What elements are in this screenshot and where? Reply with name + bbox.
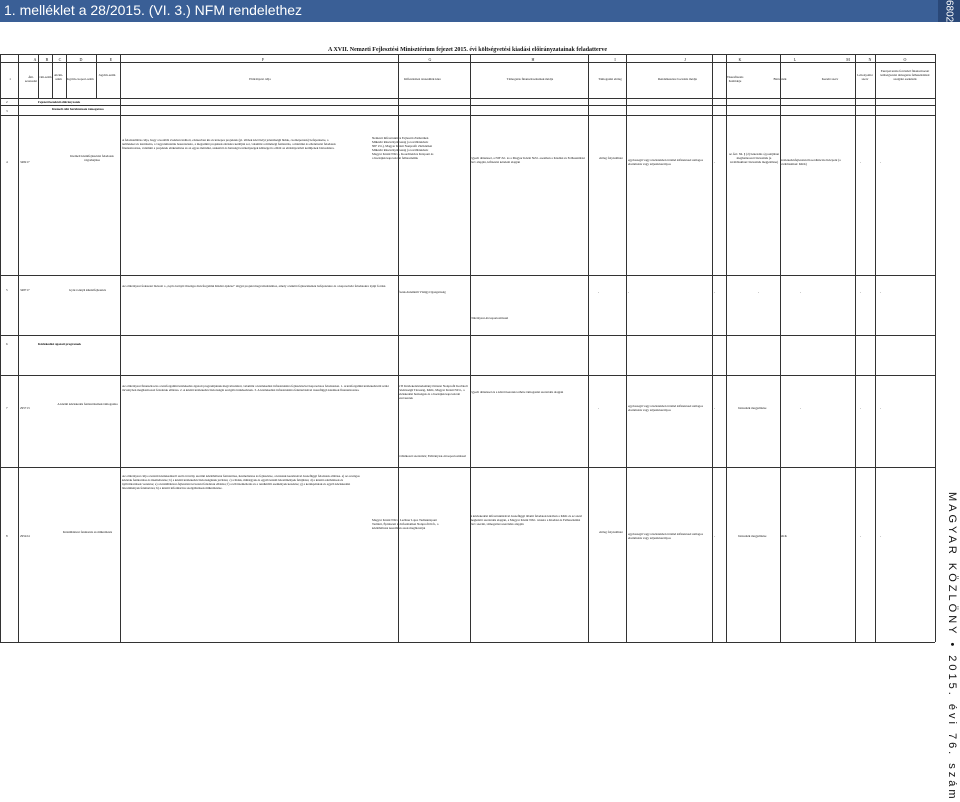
grid-line [712, 54, 713, 642]
budget-table [0, 54, 935, 642]
row-eu: - [880, 406, 882, 410]
col-letter: G [428, 57, 432, 62]
col-header-cel: Előirányzat célja [249, 77, 271, 81]
row-recipients: Nemzeti Infrastruktúra Fejlesztő Zártkörűen Működő Részvénytársaság (a továbbiakban: NIF Zrt.), Magyar Közút Nonprofit Zártkörűen Működő Részvénytársaság (a továbbiakban: Magyar Közút NZrt.), Koordinációs Központ és a hozzájuk kapcsolódó felhasználók [372, 136, 434, 160]
row-financing: - [470, 280, 472, 284]
row-disbursement: - [628, 290, 630, 294]
row-implementer: - [860, 534, 862, 538]
col-letter: F [261, 57, 265, 62]
grid-line [626, 54, 627, 642]
row-name: Győr-Gönyű kikötőfejlesztés [68, 288, 107, 292]
row-name: Közúthálózat fenntartás és működtetés [62, 530, 113, 534]
col-header-visszafizetes: Visszafizetés határideje [726, 75, 744, 83]
col-header-rendelkezes: Rendelkezésre bocsátás módja [658, 77, 697, 81]
col-letter: C [58, 57, 62, 62]
grid-line [96, 54, 97, 98]
grid-line [38, 54, 39, 98]
column-letter-row [0, 54, 935, 61]
row-disbursement: egyösszegű vagy részletekben történő kifizetéssel utólagos elszámolás vagy teljesítésarányos [628, 158, 703, 166]
col-header-cim: Cím-szám [38, 75, 52, 79]
column-header-row [0, 62, 935, 99]
grid-line [18, 54, 19, 642]
grid-line [470, 54, 471, 642]
aht-id: 348717 [20, 288, 30, 292]
side-strip [940, 22, 960, 802]
row-eu: - [880, 160, 882, 164]
aht-id: 295224 [20, 534, 30, 538]
aht-id: 295713 [20, 406, 30, 410]
col-header-jogcimcsoport: Jogcím-csoport-szám [66, 77, 94, 81]
row-eu: - [880, 534, 882, 538]
row-recipients: Magyar Közút NZrt., Lechner Lajos Tudásközpont Területi, Építészeti és Informatikai Nonprofit Kft., a közúthálózat kezelői és azok megbízottjai [372, 518, 439, 530]
col-letter: L [793, 57, 797, 62]
row-name: Kiemelt közútfejlesztési feladatok végrehajtása [70, 154, 114, 162]
col-header-eloleg: Támogatási előleg [598, 77, 622, 81]
col-letter: E [109, 57, 113, 62]
col-letter: N [868, 57, 872, 62]
row-number: 1 [9, 77, 11, 81]
col-header-finanszirozas: Támogatás finanszírozásának módja [506, 77, 554, 81]
row-number: 2 [6, 100, 8, 104]
col-header-biztositek: Biztosíték [773, 77, 787, 81]
grid-line [855, 54, 856, 642]
col-header-eu: Európai uniós forrásból finanszírozott költségvetési támogatás felhasználását szolgáló eszközök [880, 69, 930, 81]
col-letter: K [738, 57, 742, 62]
grid-line [588, 54, 589, 642]
row-repayment: - [714, 290, 716, 294]
grid-line [398, 54, 399, 642]
row-advance: - [598, 406, 600, 410]
col-letter: I [614, 57, 616, 62]
col-letter: M [846, 57, 850, 62]
row-manager: KKK [780, 534, 787, 538]
row-goal: A feladatellátás célja, hogy a korábbi években indított, elsősorban kis és közepes projektek (pl. többek közt helyi jelentőségű hidak, csomópontok) befejezésére, a területeket és lezárására, a vagyonmutatók beszerzésére, a megszűnő projektek zárására kerüljön sor, valamint a minőségi fenntartás, a mérnöki és ellenőrzési feladatok finanszírozása, valamint a projektek előkészítése és az egyes mérnöki, szakértői és hatósági tevékenységek költségei is ebből az előirányzatból kerüljenek biztosításra. [122, 138, 336, 150]
col-header-kor: Kifizetésben részesülők köre [404, 77, 441, 81]
row-number: 3 [6, 109, 8, 113]
row-recipients: Észak-dunántúli Vízügyi Igazgatóság [398, 290, 446, 294]
grid-line [726, 54, 727, 642]
row-manager: Közlekedésfejlesztési Koordinációs Központ (a továbbiakban: KKK) [780, 158, 841, 166]
row-manager: - [800, 290, 802, 294]
row-number: 5 [6, 288, 8, 292]
row-number: 4 [6, 160, 8, 164]
row-eu: - [880, 290, 882, 294]
section-title: Kiemelt célú beruházások támogatása [52, 107, 104, 111]
row-implementer: - [860, 160, 862, 164]
row-number: 8 [6, 534, 8, 538]
grid-line [66, 54, 67, 98]
col-header-kezelo: Kezelő szerv [821, 77, 839, 81]
row-financing: Egyedi döntéssel, a NIF Zrt. és a Magyar Közút NZrt. esetében a Kiadási és Felhasználási Terv alapján, kifizetési kérelem alapján [470, 156, 585, 164]
row-financing: Egyedi döntéssel és a kötött keretek terhére támogatási szerződés alapján [470, 390, 564, 394]
grid-line [780, 54, 781, 642]
col-header-aht: Áht. azonosító [24, 75, 38, 83]
grid-line [52, 54, 53, 98]
row-repayment: - [714, 406, 716, 410]
table-row [0, 467, 935, 643]
table-row [0, 275, 935, 336]
row-implementer: - [860, 406, 862, 410]
row-guarantee: az Ávr. 84. § (2) bekezdés a) pontjában meghatározott biztosíték (a továbbiakban: biztosíték megjelölése) [728, 152, 779, 164]
section-title: Közlekedési ágazati programok [38, 342, 81, 346]
journal-sidebar-text: MAGYAR KÖZLÖNY • 2015. évi 76. szám [946, 492, 958, 802]
row-name: A közúti közlekedés fenntartásának támogatása [57, 402, 118, 406]
col-letter: H [531, 57, 535, 62]
col-letter: B [45, 57, 49, 62]
row-advance: előleg folyósítható [599, 530, 623, 534]
table-row [0, 115, 935, 276]
section-title: Fejezeti kezelésű előirányzatok [38, 100, 81, 104]
row-subnote: Előirányzat-átcsoportosítással [470, 316, 509, 320]
row-recipients: KTI Közlekedéstudományi Intézet Nonprofit Korlátolt Felelősségű Társaság, KKK, Magyar Közút NZrt., a közlekedési hatóságok és a hozzájuk kapcsolódó szervezetek [398, 384, 468, 400]
row-guarantee: biztosíték megjelölése [738, 406, 767, 410]
page-number: 6802 [938, 0, 960, 22]
table-row [0, 375, 935, 468]
col-letter: D [79, 57, 83, 62]
col-header-alcim: Alcím-szám [53, 73, 64, 81]
aht-id: 348217 [20, 160, 30, 164]
row-subnote: Vállalkozói szerződés; Előirányzat-átcsoportosítással [398, 454, 466, 458]
row-manager: - [800, 406, 802, 410]
row-guarantee: - [758, 290, 760, 294]
row-repayment: - [714, 160, 716, 164]
row-financing: A közlekedési infrastruktúrával összefüggő állami feladatok körében a KKK és az azzal megkötött szerződés alapján, a Magyar Közút NZrt. részére a Kiadási és Felhasználási Terv szerint, támogatási szerződés alapján [470, 514, 582, 526]
page-header-bar [0, 0, 960, 22]
document-title: A XVII. Nemzeti Fejlesztési Minisztérium fejezet 2015. évi költségvetési kiadási előirányzatainak feladatterve [327, 47, 608, 53]
row-guarantee: biztosíték megjelölése [738, 534, 767, 538]
row-goal: Az előirányzat fedezetet biztosít a „Győr-Gönyű Országos Közforgalmú Kikötő építése” tárgyú projekt megvalósításához, amely a kikötő fejlesztésének befejezésére és a kapcsolódó feladatokra nyújt forrást. [122, 284, 387, 288]
section-row [0, 335, 935, 376]
col-letter: J [684, 57, 686, 62]
row-goal: Az előirányzat célja a közúti közlekedésről szóló törvény szerinti közúthálózat fenntartása, üzemeltetése és fejlesztése, a közutak kezelésével összefüggő feladatok ellátása. a) az országos közutak fenntartása és üzemeltetése; b) a közúti közlekedés biztonságának javítása; c) a hidak, műtárgyak és egyéb közúti létesítmények felújítása; d) a közúti adatbázisok és nyilvántartások vezetése; e) a közúthálózat-fejlesztési tervezési feladatok ellátása; f) a téli üzemeltetés és a rendkívüli események kezelése; g) a kerékpárutak és egyéb közlekedési létesítmények fenntartása; h) a közúti információs szolgáltatások működtetése. [122, 474, 360, 490]
col-letter: A [33, 57, 37, 62]
row-advance: előleg folyósítható [599, 156, 623, 160]
row-number: 7 [6, 406, 8, 410]
grid-line [0, 54, 1, 642]
row-number: 6 [6, 342, 8, 346]
col-header-jogcim: Jogcím-szám [98, 73, 116, 77]
col-header-lebonyolito: Lebonyolító szerv [857, 73, 873, 81]
table-bottom-border [0, 642, 935, 643]
row-repayment: - [714, 534, 716, 538]
col-letter: O [903, 57, 907, 62]
grid-line [875, 54, 876, 642]
row-advance: - [598, 290, 600, 294]
row-disbursement: egyösszegű vagy részletekben történő kifizetéssel utólagos elszámolás vagy teljesítésarányos [628, 404, 703, 412]
row-disbursement: egyösszegű vagy részletekben történő kifizetéssel utólagos elszámolás vagy teljesítésarányos [628, 532, 703, 540]
row-goal: Az előirányzat finanszírozza a közforgalmú közlekedés ágazati programjainak megvalósítását, valamint a közlekedési infrastruktúra fejlesztésével kapcsolatos feladatokat. 1. A közforgalmú közlekedésről szóló törvényben meghatározott feladatok ellátása. 2. A közúti közlekedés biztonságát szolgáló intézkedések. 3. A közlekedési infrastruktúra fenntartásával összefüggő kiadások finanszírozása. [122, 384, 389, 392]
row-implementer: - [860, 290, 862, 294]
annex-title: 1. melléklet a 28/2015. (VI. 3.) NFM rendelethez [4, 2, 303, 18]
grid-line [120, 54, 121, 642]
grid-line [935, 54, 936, 642]
